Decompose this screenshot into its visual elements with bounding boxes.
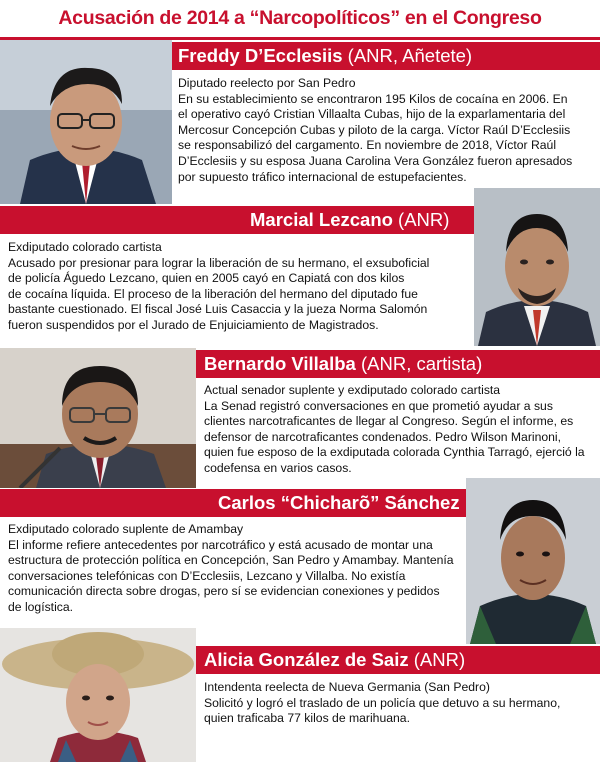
bio-line: Exdiputado colorado suplente de Amambay <box>8 522 244 536</box>
bio-line: defensor de narcotraficantes condenados. Pedro Wilson Marinoni, <box>204 429 562 444</box>
person-party: (ANR, cartista) <box>355 353 483 374</box>
bio-line: Exdiputado colorado cartista <box>8 240 162 254</box>
name-bar-carlos-sanchez <box>0 489 466 517</box>
name-bar-bernardo-villalba <box>196 350 600 378</box>
bio-line: Actual senador suplente y exdiputado colorado cartista <box>204 383 501 397</box>
person-name: Carlos “Chicharõ” Sánchez <box>218 492 460 513</box>
photo-marcial-lezcano <box>474 188 600 346</box>
bio-line: de logística. <box>8 599 74 614</box>
bio-line: codefensa en varios casos. <box>204 460 352 475</box>
bio-line: Mercosur Concepción Cubas y piloto de la carga. Víctor Raúl D’Ecclesiis <box>178 122 571 137</box>
name-bar-marcial-lezcano <box>0 206 474 234</box>
bio-line: quien fue esposo de la exdiputada colorada Cynthia Tarragó, ejerció la <box>204 445 585 460</box>
name-bar-alicia-gonzalez <box>196 646 600 674</box>
photo-bernardo-villalba <box>0 348 196 488</box>
bio-line: de cocaína líquida. El proceso de la liberación del hermano del diputado fue <box>8 286 418 301</box>
bio-line: conversaciones telefónicas con D’Ecclesiis, Lezcano y Villalba. No existía <box>8 568 406 583</box>
person-party: (ANR, Añetete) <box>342 45 473 66</box>
bio-marcial-lezcano <box>8 240 470 334</box>
person-name: Freddy D’Ecclesiis <box>178 45 343 66</box>
bio-line: de policía Águedo Lezcano, quien en 2005 cayó en Capiatá con dos kilos <box>8 271 405 286</box>
bio-carlos-sanchez <box>8 522 464 616</box>
bio-line: clientes narcotraficantes de llegar al Congreso. Según el informe, es <box>204 414 574 429</box>
person-name: Bernardo Villalba <box>204 353 356 374</box>
photo-carlos-sanchez <box>466 478 600 644</box>
bio-line: comunicación directa sobre drogas, pero sí se evidencian conexiones y pedidos <box>8 584 440 599</box>
name-bar-freddy-decclesiis <box>172 42 600 70</box>
person-name: Marcial Lezcano <box>250 209 393 230</box>
person-party: (ANR) <box>392 209 450 230</box>
bio-line: Intendenta reelecta de Nueva Germania (San Pedro) <box>204 680 490 694</box>
bio-line: El informe refiere antecedentes por narcotráfico y está acusado de montar una <box>8 537 433 552</box>
bio-line: Solicitó y logró el traslado de un policía que detuvo a su hermano, <box>204 695 561 710</box>
photo-freddy-decclesiis <box>0 40 172 204</box>
photo-alicia-gonzalez <box>0 628 196 762</box>
bio-line: D’Ecclesiis y su esposa Juana Carolina Vera González fueron apresados <box>178 153 573 168</box>
bio-line: Acusado por presionar para lograr la liberación de su hermano, el exsuboficial <box>8 255 430 270</box>
bio-line: por supuesto tráfico internacional de estupefacientes. <box>178 169 467 184</box>
page-title: Acusación de 2014 a “Narcopolíticos” en el Congreso <box>0 0 600 37</box>
bio-freddy-decclesiis <box>178 76 596 185</box>
bio-line: Diputado reelecto por San Pedro <box>178 76 356 90</box>
bio-line: bastante cuestionado. El fiscal José Luis Casaccia y la jueza Norma Salomón <box>8 302 428 317</box>
bio-bernardo-villalba <box>204 383 596 477</box>
person-party: (ANR) <box>408 649 466 670</box>
bio-line: En su establecimiento se encontraron 195 Kilos de cocaína en 2006. En <box>178 91 568 106</box>
person-name: Alicia González de Saiz <box>204 649 409 670</box>
bio-line: se responsabilizó del cargamento. En noviembre de 2018, Víctor Raúl <box>178 138 557 153</box>
bio-line: el operativo cayó Cristian Villaalta Cubas, hijo de la exparlamentaria del <box>178 107 566 122</box>
bio-line: La Senad registró conversaciones en que prometió ayudar a sus <box>204 398 553 413</box>
bio-line: fueron suspendidos por el Jurado de Enjuiciamiento de Magistrados. <box>8 317 379 332</box>
bio-alicia-gonzalez <box>204 680 596 727</box>
bio-line: quien traficaba 77 kilos de marihuana. <box>204 711 410 726</box>
bio-line: estructura de protección política en Concepción, San Pedro y Amambay. Mantenía <box>8 553 454 568</box>
